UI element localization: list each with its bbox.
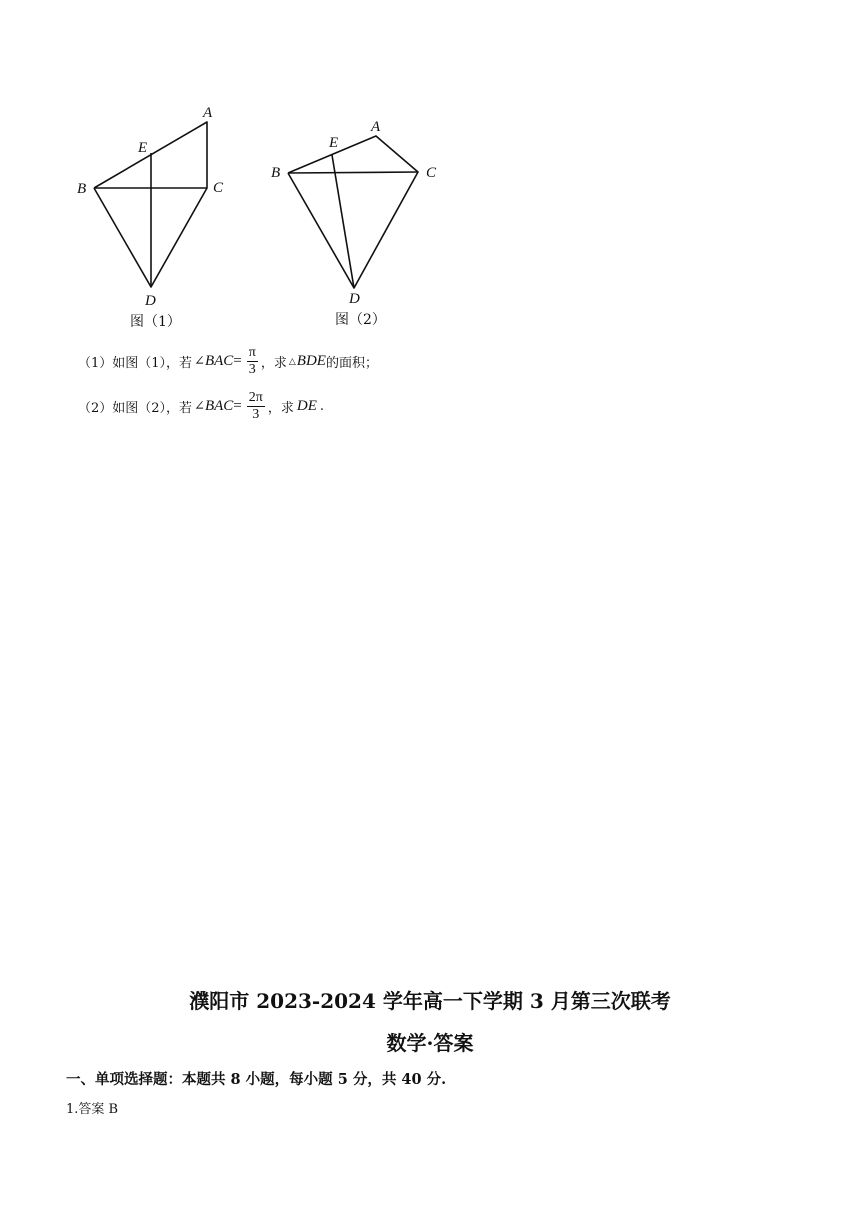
figure-2-diagram xyxy=(265,110,450,335)
question-2-suffix: . xyxy=(319,399,324,414)
question-2-prefix: （2）如图（2），若 xyxy=(78,401,193,416)
question-2-angle-symbol: ∠ xyxy=(194,399,205,414)
fig2-segment-bc xyxy=(288,172,418,173)
question-1-angle-symbol: ∠ xyxy=(194,354,205,369)
question-1-target: BDE xyxy=(296,353,326,369)
question-1-angle-name: BAC xyxy=(204,353,234,369)
fig2-label-c: C xyxy=(426,165,437,181)
fig2-label-a: A xyxy=(371,119,381,135)
figure-2 xyxy=(265,110,450,335)
fig1-caption: 图（1） xyxy=(130,314,181,330)
triangle-symbol: △ xyxy=(288,356,296,367)
question-2 xyxy=(78,390,324,423)
question-1-equals: = xyxy=(233,353,242,369)
question-1 xyxy=(78,345,378,378)
fig1-label-b: B xyxy=(77,181,87,197)
fig2-label-e: E xyxy=(329,135,339,151)
question-1-fraction-numerator: π xyxy=(248,345,256,360)
fig1-label-c: C xyxy=(213,180,224,196)
question-2-angle-name: BAC xyxy=(204,398,234,414)
part-heading: 一、单项选择题：本题共 8 小题，每小题 5 分，共 40 分. xyxy=(66,1071,447,1088)
question-2-fraction-denominator: 3 xyxy=(252,407,260,422)
question-2-fraction-numerator: 2π xyxy=(248,390,263,405)
answer-subtitle: 数学·答案 xyxy=(386,1031,474,1055)
question-2-mid: ，求 xyxy=(267,401,294,416)
question-2-equals: = xyxy=(233,398,242,414)
question-1-fraction-denominator: 3 xyxy=(248,362,256,377)
fig2-outline xyxy=(288,136,418,288)
question-2-fraction xyxy=(247,390,265,423)
question-2-target: DE xyxy=(296,398,317,414)
answer-title: 濮阳市 2023-2024 学年高一下学期 3 月第三次联考 xyxy=(189,989,671,1013)
fig2-label-d: D xyxy=(349,291,360,307)
first-answer: 1.答案 B xyxy=(66,1102,119,1117)
figure-1-diagram xyxy=(70,95,250,340)
fig2-caption: 图（2） xyxy=(335,312,386,328)
fig1-label-a: A xyxy=(203,105,213,121)
question-1-prefix: （1）如图（1），若 xyxy=(78,356,193,371)
question-1-suffix: 的面积； xyxy=(325,356,378,371)
figure-1 xyxy=(70,95,250,340)
fig1-label-d: D xyxy=(145,293,156,309)
fig2-label-b: B xyxy=(271,165,281,181)
question-1-mid: ，求 xyxy=(260,356,287,371)
question-1-fraction xyxy=(247,345,258,378)
fig1-label-e: E xyxy=(138,140,148,156)
